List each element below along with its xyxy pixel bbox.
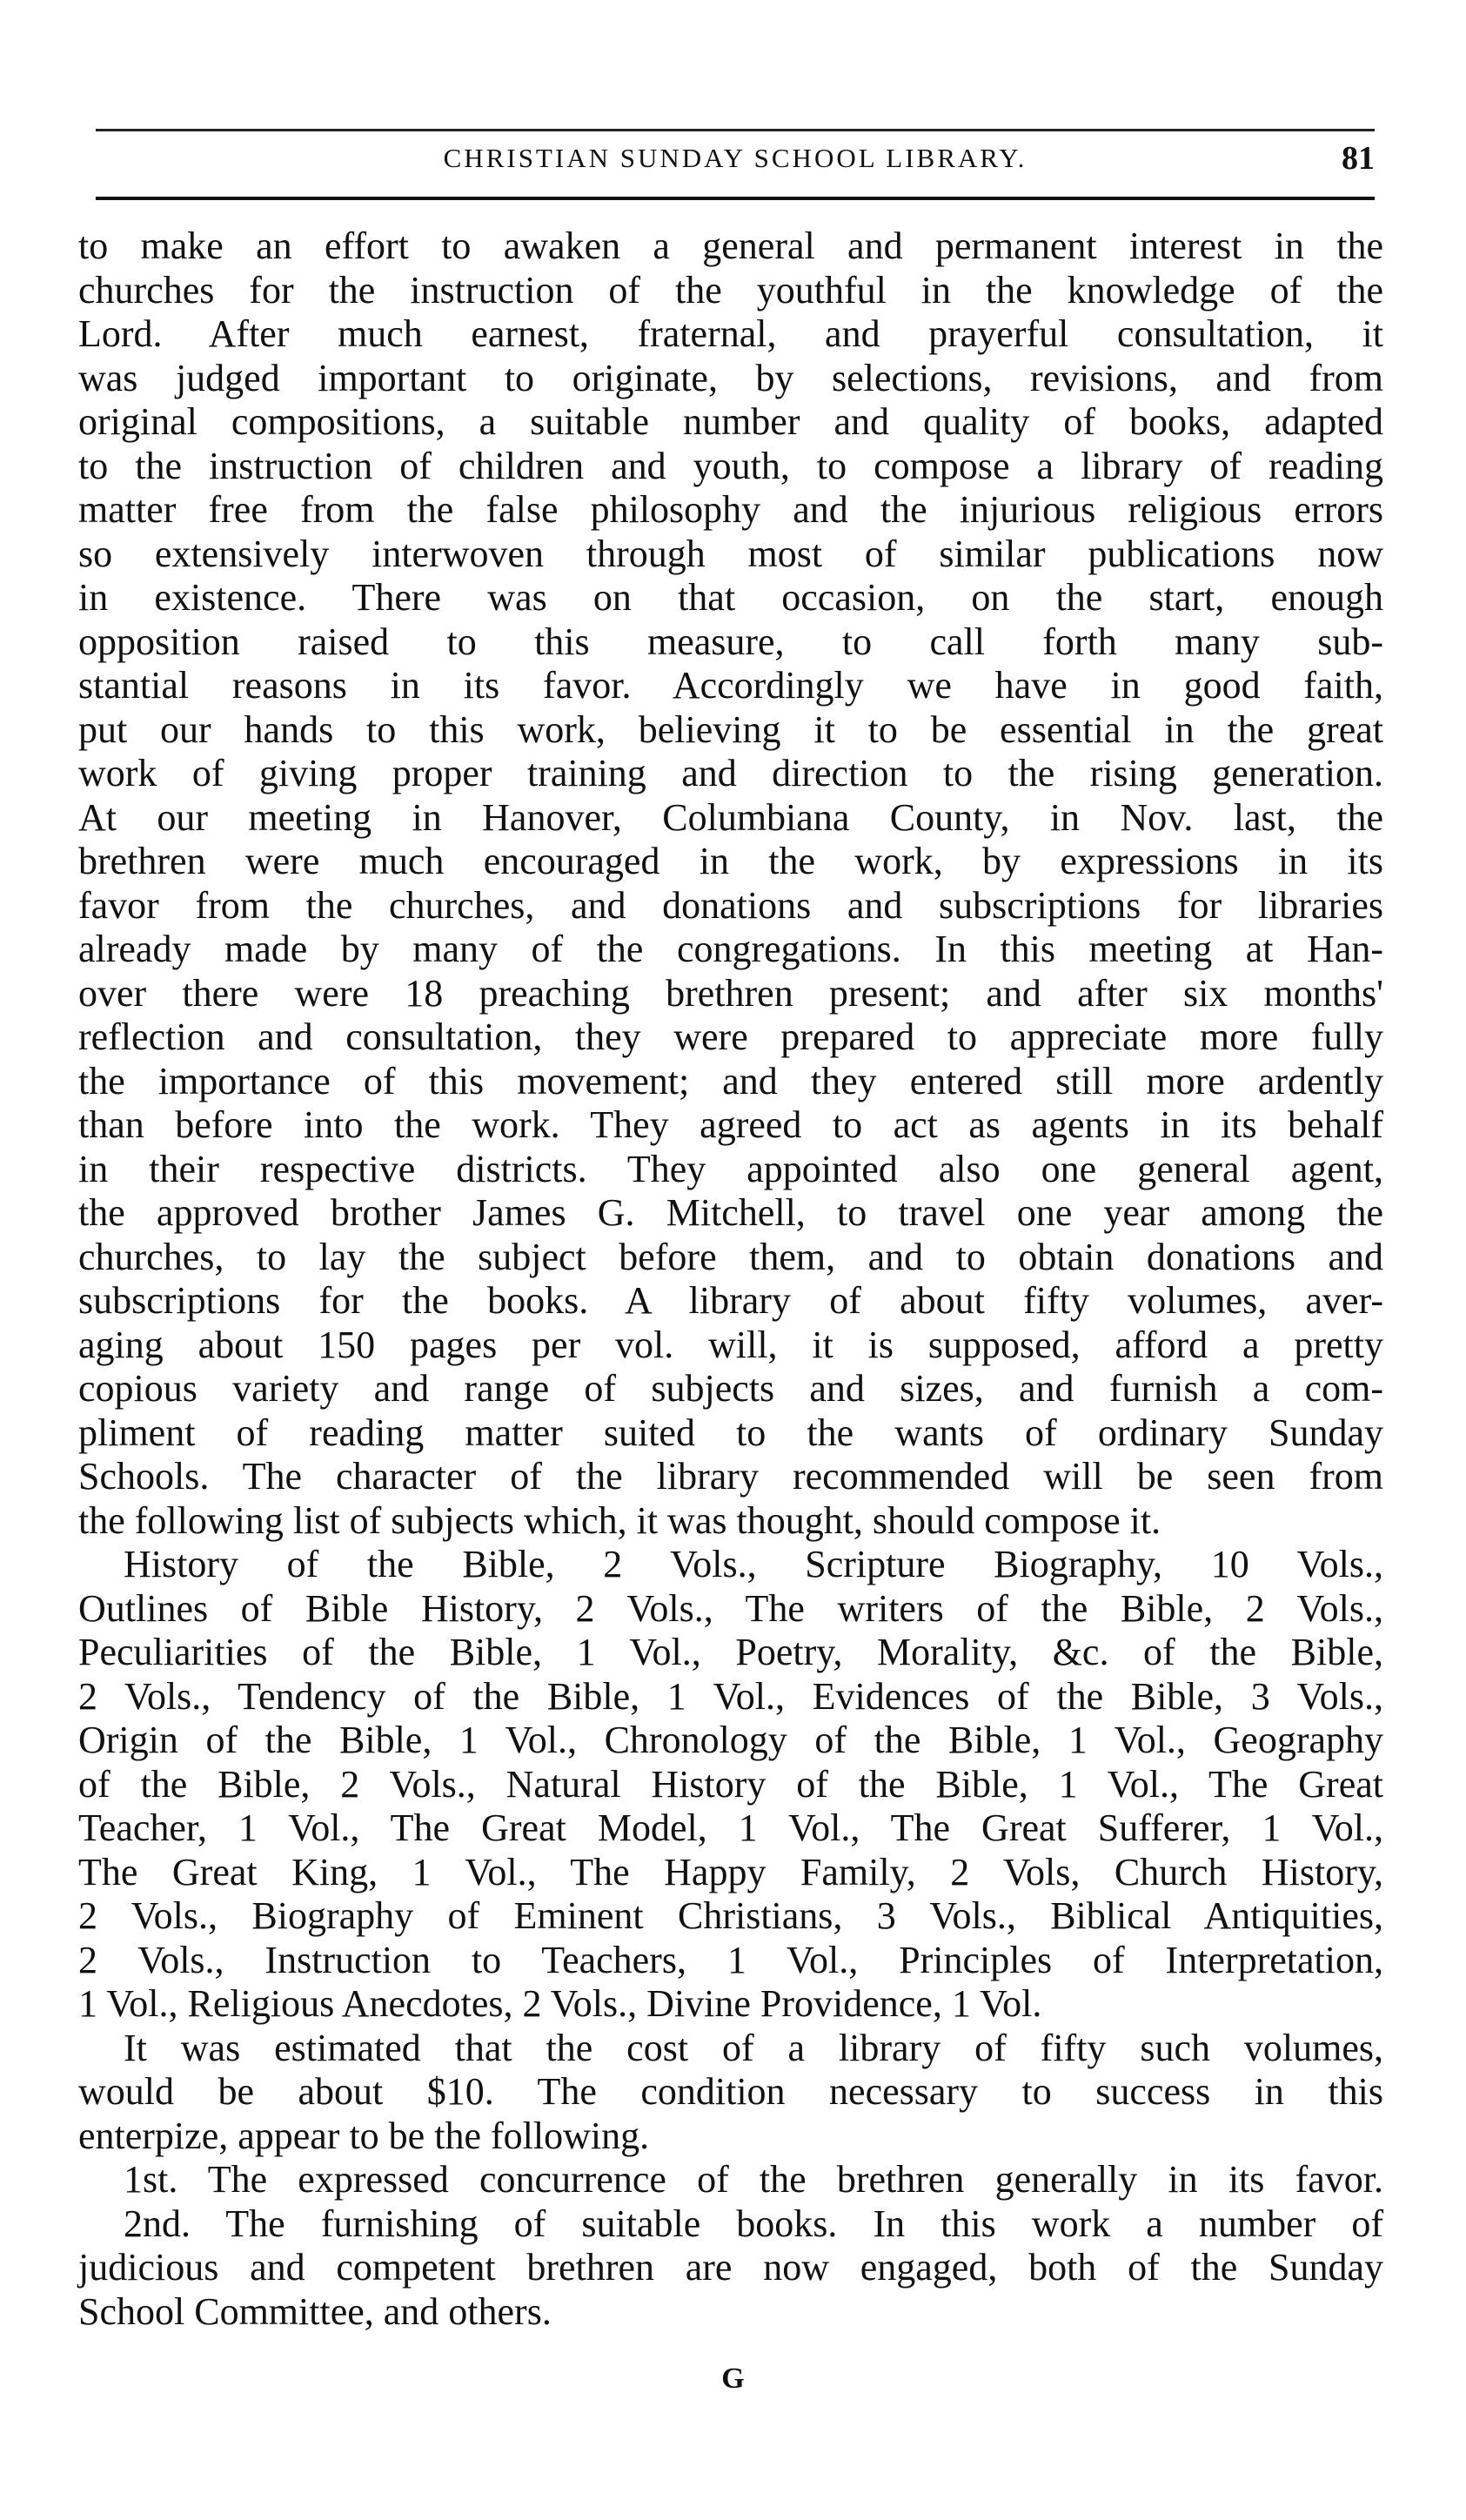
text-line: Lord. After much earnest, fraternal, and prayerful consultation, it [78,312,1383,355]
text-line: favor from the churches, and donations and subscriptions for libraries [78,883,1383,927]
text-line: judicious and competent brethren are now engaged, both of the Sunday [78,2246,1383,2289]
text-line: Teacher, 1 Vol., The Great Model, 1 Vol., The Great Sufferer, 1 Vol., [78,1806,1383,1849]
text-line: 2 Vols., Tendency of the Bible, 1 Vol., Evidences of the Bible, 3 Vols., [78,1674,1383,1718]
signature-mark: G [721,2362,745,2395]
text-line: the following list of subjects which, it was thought, should compose it. [78,1498,1161,1542]
text-line: copious variety and range of subjects and sizes, and furnish a com- [78,1367,1383,1410]
text-line: Peculiarities of the Bible, 1 Vol., Poetry, Morality, &c. of the Bible, [78,1631,1383,1673]
top-rule [96,129,1375,131]
text-line: of the Bible, 2 Vols., Natural History of the Bible, 1 Vol., The Great [78,1762,1383,1806]
text-line: original compositions, a suitable number and quality of books, adapted [78,400,1383,443]
text-line: put our hands to this work, believing it to be essential in the great [78,707,1383,751]
text-line: aging about 150 pages per vol. will, it is supposed, afford a pretty [78,1323,1383,1366]
text-line: churches for the instruction of the youthful in the knowledge of the [78,268,1383,312]
header-rule [96,197,1375,200]
text-line: in existence. There was on that occasion, on the start, enough [78,576,1383,619]
body-text [78,225,1383,2334]
text-line: so extensively interwoven through most of similar publications now [78,532,1383,575]
text-line: It was estimated that the cost of a library of fifty such volumes, [124,2026,1383,2069]
text-line: over there were 18 preaching brethren present; and after six months' [78,971,1383,1015]
text-line: subscriptions for the books. A library of about fifty volumes, aver- [78,1279,1383,1322]
text-line: the approved brother James G. Mitchell, to travel one year among the [78,1191,1383,1234]
text-line: reflection and consultation, they were prepared to appreciate more fully [78,1015,1383,1058]
text-line: The Great King, 1 Vol., The Happy Family, 2 Vols, Church History, [78,1850,1383,1893]
text-line: Schools. The character of the library recommended will be seen from [78,1455,1383,1498]
text-line: History of the Bible, 2 Vols., Scripture Biography, 10 Vols., [124,1543,1383,1585]
text-line: 2nd. The furnishing of suitable books. In this work a number of [124,2202,1383,2245]
text-line: pliment of reading matter suited to the wants of ordinary Sunday [78,1411,1383,1454]
text-line: enterpize, appear to be the following. [78,2114,650,2157]
text-line: 2 Vols., Instruction to Teachers, 1 Vol., Principles of Interpretation, [78,1938,1383,1981]
text-line: to make an effort to awaken a general and permanent interest in the [78,225,1383,267]
text-line: opposition raised to this measure, to call forth many sub- [78,620,1383,663]
text-line: work of giving proper training and direction to the rising generation. [78,752,1383,794]
text-line: brethren were much encouraged in the work, by expressions in its [78,840,1383,882]
text-line: stantial reasons in its favor. Accordingly we have in good faith, [78,664,1383,707]
text-line: 1st. The expressed concurrence of the brethren generally in its favor. [124,2158,1383,2201]
text-line: was judged important to originate, by selections, revisions, and from [78,356,1383,399]
text-line: School Committee, and others. [78,2289,552,2333]
text-line: 2 Vols., Biography of Eminent Christians, 3 Vols., Biblical Antiquities, [78,1894,1383,1937]
text-line: matter free from the false philosophy and the injurious religious errors [78,488,1383,531]
text-line: Outlines of Bible History, 2 Vols., The writers of the Bible, 2 Vols., [78,1586,1383,1630]
text-line: in their respective districts. They appointed also one general agent, [78,1147,1383,1190]
page-number: 81 [1342,140,1375,177]
running-title: CHRISTIAN SUNDAY SCHOOL LIBRARY. [443,143,1028,173]
running-head [96,139,1375,178]
text-line: 1 Vol., Religious Anecdotes, 2 Vols., Divine Providence, 1 Vol. [78,1982,1042,2025]
text-line: Origin of the Bible, 1 Vol., Chronology of the Bible, 1 Vol., Geography [78,1719,1383,1761]
text-line: already made by many of the congregations. In this meeting at Han- [78,928,1383,970]
text-line: to the instruction of children and youth, to compose a library of reading [78,444,1383,487]
text-line: At our meeting in Hanover, Columbiana County, in Nov. last, the [78,795,1383,839]
text-line: the importance of this movement; and they entered still more ardently [78,1059,1383,1102]
text-line: churches, to lay the subject before them, and to obtain donations and [78,1235,1383,1278]
text-line: than before into the work. They agreed to act as agents in its behalf [78,1103,1383,1146]
text-line: would be about $10. The condition necessary to success in this [78,2070,1383,2113]
